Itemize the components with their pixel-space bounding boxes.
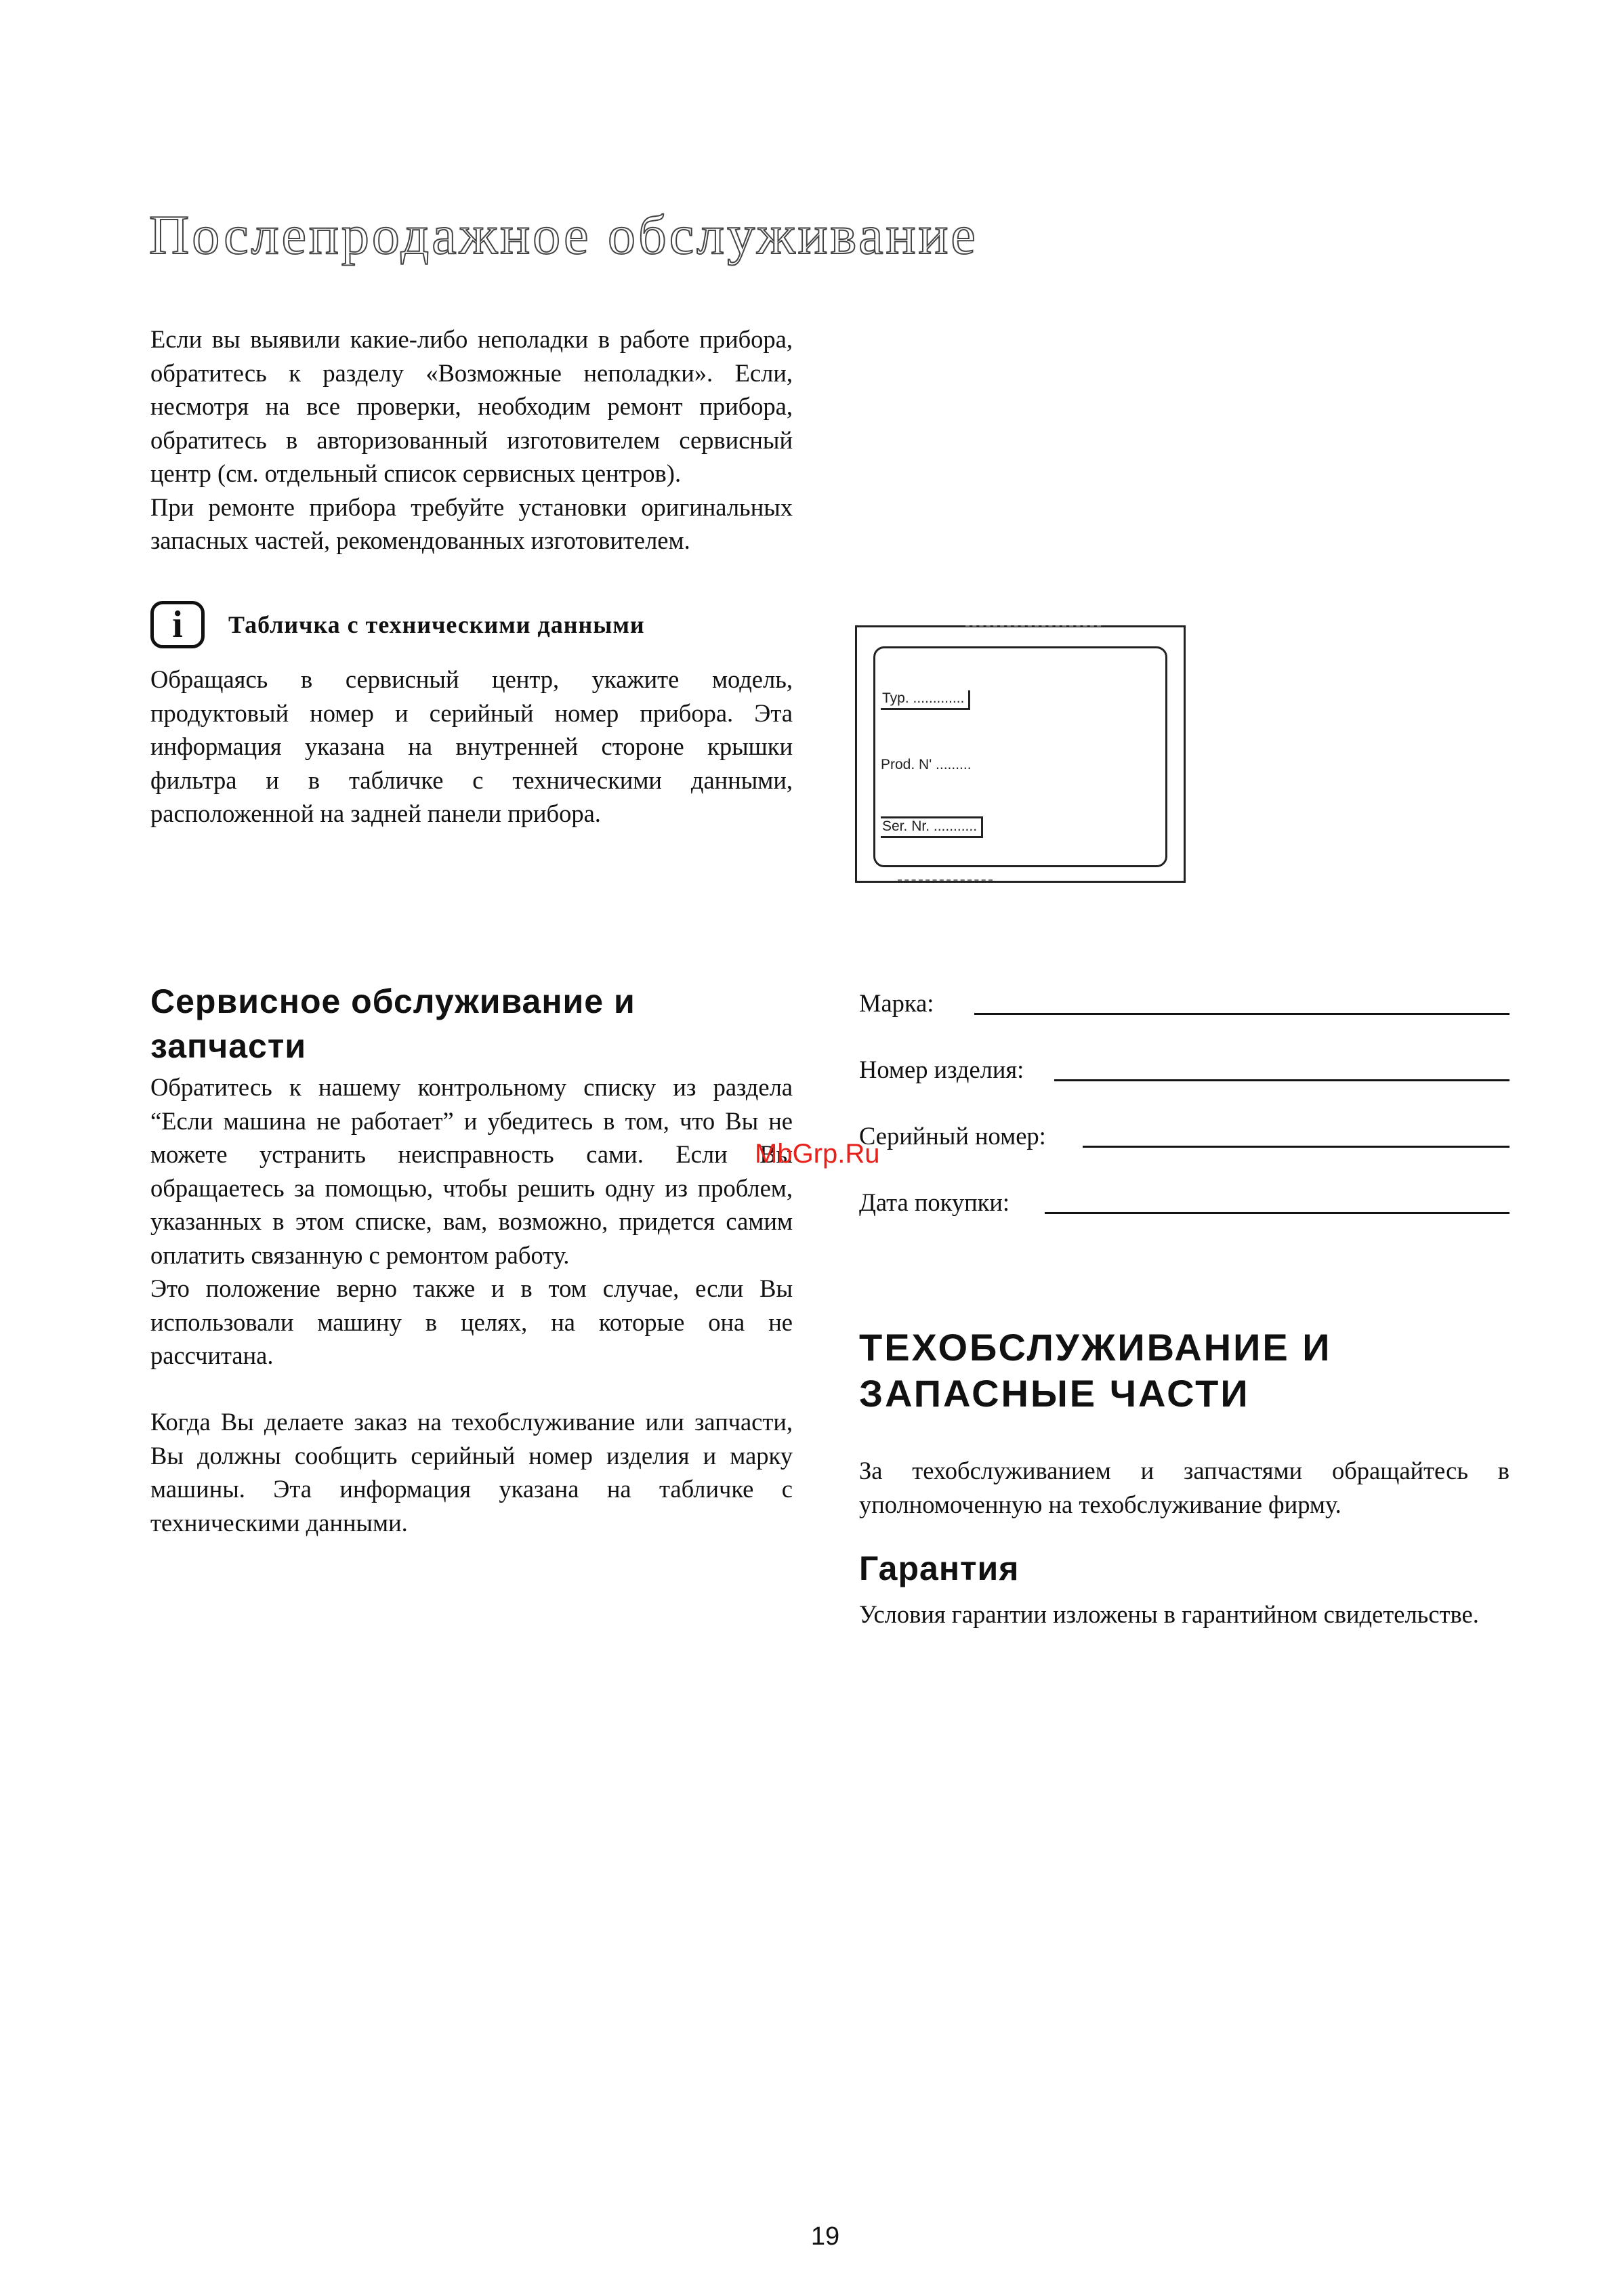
watermark: MbGrp.Ru bbox=[755, 1139, 880, 1169]
product-number-field bbox=[859, 1047, 1510, 1088]
product-number-label: Номер изделия: bbox=[859, 1055, 1033, 1084]
plate-prod-field: Prod. N' ......... bbox=[881, 757, 972, 772]
maintenance-heading-line-2: ЗАПАСНЫЕ ЧАСТИ bbox=[859, 1372, 1250, 1415]
serial-number-line bbox=[1083, 1146, 1510, 1148]
plate-top-dash bbox=[965, 625, 1101, 627]
purchase-date-line bbox=[1045, 1212, 1510, 1214]
intro-paragraph-1: Если вы выявили какие-либо неполадки в работе прибора, обратитесь к разделу «Возможные неполадки». Если, несмотря на все проверки, необходим ремонт прибора, обратитесь в авторизованный изготовителем сервисный центр (см. отдельный список сервисных центров). bbox=[150, 325, 793, 487]
brand-line bbox=[974, 1013, 1510, 1015]
service-heading: Сервисное обслуживание и запчасти bbox=[150, 982, 636, 1065]
service-paragraph-1a: Обратитесь к нашему контрольному списку из раздела “Если машина не работает” и убедитесь в том, что Вы не можете устранить неисправность сами. Если Вы обращаетесь за помощью, чтобы решить одну из проблем, указанных в этом списке, вам, возможно, придется самим оплатить связанную с ремонтом работу. bbox=[150, 1073, 793, 1269]
plate-ser-field: Ser. Nr. ........... bbox=[881, 816, 983, 838]
brand-label: Марка: bbox=[859, 988, 943, 1018]
info-icon: i bbox=[150, 601, 205, 648]
rating-plate-diagram bbox=[855, 625, 1186, 883]
warranty-text: Условия гарантии изложены в гарантийном свидетельстве. bbox=[859, 1600, 1479, 1628]
warranty-heading: Гарантия bbox=[859, 1549, 1020, 1587]
page-number: 19 bbox=[810, 2222, 840, 2251]
intro-paragraph-2: При ремонте прибора требуйте установки оригинальных запасных частей, рекомендованных изготовителем. bbox=[150, 493, 793, 554]
service-paragraph-2: Когда Вы делаете заказ на техобслуживание или запчасти, Вы должны сообщить серийный номер изделия и марку машины. Эта информация указана на табличке с техническими данными. bbox=[150, 1408, 793, 1537]
product-number-line bbox=[1054, 1079, 1510, 1081]
service-paragraph-1b: Это положение верно также и в том случае, если Вы использовали машину в целях, на которые она не рассчитана. bbox=[150, 1274, 793, 1369]
plate-bottom-dash bbox=[898, 879, 993, 881]
maintenance-text: За техобслуживанием и запчастями обращайтесь в уполномоченную на техобслуживание фирму. bbox=[859, 1457, 1510, 1518]
rating-plate-inner bbox=[873, 646, 1167, 867]
intro-text bbox=[150, 322, 793, 558]
serial-number-label: Серийный номер: bbox=[859, 1121, 1056, 1150]
plate-typ-field: Typ. ............. bbox=[881, 690, 970, 710]
purchase-date-label: Дата покупки: bbox=[859, 1188, 1019, 1217]
purchase-date-field bbox=[859, 1180, 1510, 1221]
rating-plate-heading: Табличка с техническими данными bbox=[228, 611, 645, 638]
maintenance-heading bbox=[859, 1325, 1537, 1417]
maintenance-heading-line-1: ТЕХОБСЛУЖИВАНИЕ И bbox=[859, 1326, 1332, 1369]
serial-number-field bbox=[859, 1114, 1510, 1154]
page-title: Послепродажное обслуживание bbox=[149, 204, 978, 266]
service-paragraph-1 bbox=[150, 1070, 793, 1373]
rating-plate-text: Обращаясь в сервисный центр, укажите модель, продуктовый номер и серийный номер прибора. Эта информация указана на внутренней стороне крышки фильтра и в табличке с техническими данными, расположенной на задней панели прибора. bbox=[150, 665, 793, 827]
rating-plate-heading-block bbox=[150, 601, 801, 652]
brand-field bbox=[859, 981, 1510, 1022]
